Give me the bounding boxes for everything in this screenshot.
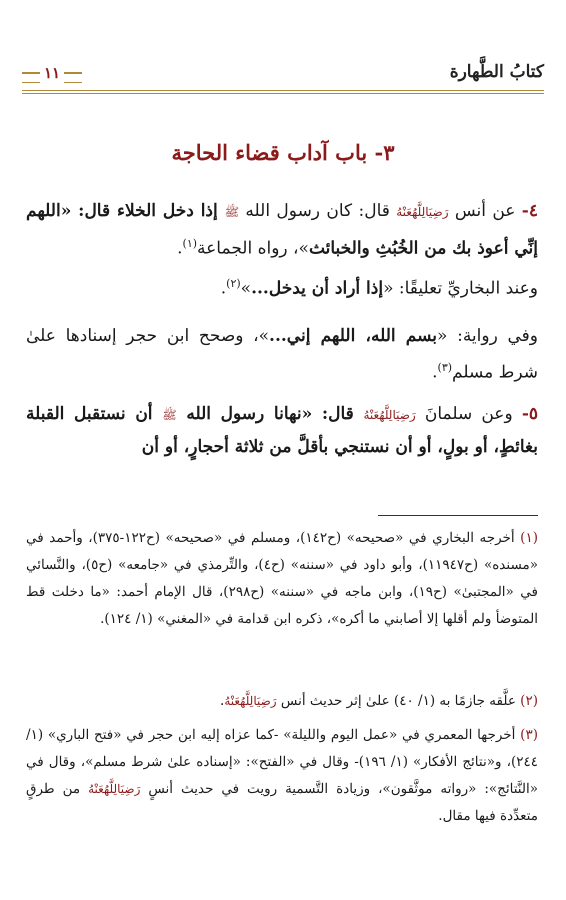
footnote-ref[interactable]: (٢) [226, 277, 241, 290]
honorific: رَضِيَالِلَّهُعَنْهُ [224, 694, 277, 708]
text: وعند البخاريِّ تعليقًا: « [383, 278, 538, 299]
hadith-5 [26, 398, 538, 463]
text: قال: كان رسول الله [239, 201, 397, 221]
dua-text: اللهم إنِّي أعوذ بك من الخُبُثِ والخبائث [26, 201, 538, 259]
footnote-label: (٢) [520, 693, 538, 709]
header-rule [22, 90, 544, 91]
text: قال: «نهانا رسول الله [176, 404, 364, 424]
text: أن نستقبل القبلة بغائطٍ، أو بولٍ، أو أن نستنجي بأقلَّ من ثلاثة أحجارٍ، أو أن [26, 404, 538, 457]
honorific: رَضِيَالِلَّهُعَنْهُ [396, 205, 449, 219]
footnote-ref[interactable]: (٣) [437, 361, 453, 374]
bukhari-note [26, 268, 538, 305]
footnote-text: . [220, 693, 225, 709]
text: » [240, 278, 252, 299]
quote: إذا أراد أن يدخل... [251, 278, 384, 299]
honorific: رَضِيَالِلَّهُعَنْهُ [88, 782, 141, 796]
footnote-ref[interactable]: (١) [182, 237, 198, 250]
text: . [220, 278, 227, 299]
footnote-text: أخرجه البخاري في «صحيحه» (ح١٤٢)، ومسلم في «صحيحه» (ح١٢٢-٣٧٥)، وأحمد في «مسنده» (ح١١٩٤٧)، وأبو داود في «سننه» (ح٤)، والتِّرمذي في «جامعه» (ح٥)، والنَّسائي في «المجتبیٰ» (ح١٩)، وابن ماجه في «سننه» (ح٢٩٨)، قال الإمام أحمد: «ما دخلت قط المتوضأ ولم أقلها إلا أصابني ما أكره»، ذكره ابن قدامة في «المغني» (١/ ١٢٤). [26, 530, 539, 627]
text: . [177, 238, 183, 259]
text: وفي رواية: « [437, 326, 538, 346]
running-title: كتابُ الطَّهارة [449, 62, 544, 82]
footnote-3 [26, 722, 538, 830]
page-number-frame [22, 64, 82, 82]
footnote-label: (١) [520, 530, 538, 546]
text: . [432, 362, 438, 383]
ornament-right-icon [64, 72, 82, 83]
footnote-1 [26, 525, 538, 633]
page-header [22, 60, 544, 94]
page-number: ١١ [44, 64, 61, 82]
ornament-left-icon [22, 72, 40, 83]
honorific: رَضِيَالِلَّهُعَنْهُ [363, 408, 416, 422]
riwaya-note [26, 320, 538, 389]
quote: بسم الله، اللهم إني... [269, 326, 438, 346]
hadith-number: ٤- [521, 201, 538, 221]
footnote-rule [378, 515, 538, 516]
text: إذا دخل الخلاء قال: « [60, 201, 225, 221]
text: »، رواه الجماعة [197, 238, 309, 259]
salla-icon: ﷺ [224, 205, 240, 219]
header-rule-thin [22, 93, 544, 94]
footnote-text: من طرقٍ متعدِّدة فيها مقال. [26, 781, 538, 824]
text: »، وصحح ابن حجر إسنادها علىٰ شرط مسلم [26, 326, 538, 383]
footnote-2 [26, 688, 538, 715]
text: عن أنس [448, 201, 522, 221]
footnote-label: (٣) [520, 727, 538, 743]
text: وعن سلمانَ [415, 404, 522, 424]
footnote-text: علَّقه جازمًا به (١/ ٤٠) علىٰ إثر حديث أنس [276, 693, 521, 709]
salla-icon: ﷺ [162, 408, 177, 422]
hadith-4 [26, 195, 538, 265]
hadith-number: ٥- [521, 404, 539, 424]
chapter-title: ٣- باب آداب قضاء الحاجة [171, 140, 395, 165]
footnote-text: أخرجها المعمري في «عمل اليوم والليلة» -كما عزاه إليه ابن حجر في «فتح الباري» (١/ ٢٤٤)، و«نتائج الأفكار» (١/ ١٩٦)- وقال في «الفتح»: «إسناده علىٰ شرط مسلم»، وقال في «النَّتائج»: «رواته موثَّقون»، وزيادة التَّسمية رويت في حديث أنسٍ [26, 727, 538, 797]
